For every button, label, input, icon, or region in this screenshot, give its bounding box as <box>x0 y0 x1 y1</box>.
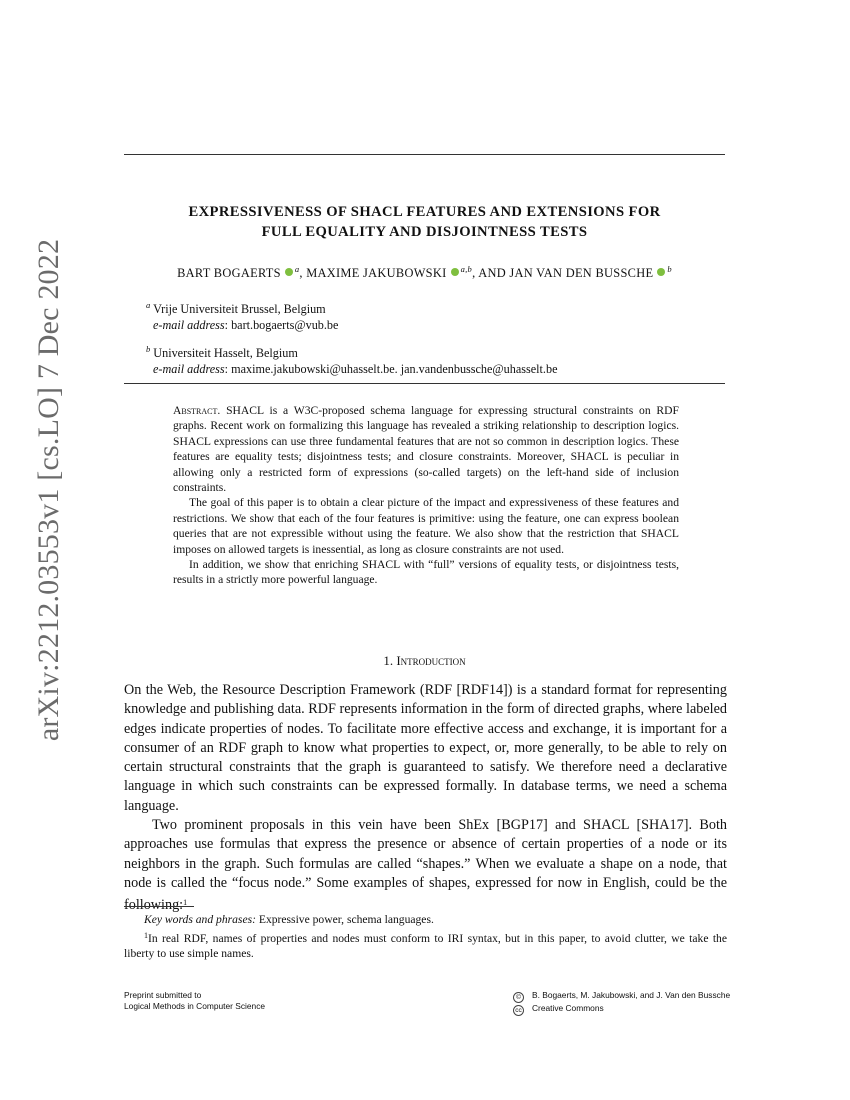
footnote-rule <box>124 906 194 907</box>
keywords-label: Key words and phrases: <box>144 913 256 926</box>
footer-copyright <box>513 990 730 1016</box>
abstract-paragraph: The goal of this paper is to obtain a clear picture of the impact and expressiveness of these features and restrictions. We show that each of the four features is primitive: using the feature, one can express boolean queries that are not expressible without using the feature. We also show that the restriction that SHACL imposes on allowed targets is inessential, as long as closure constraints are not used. <box>173 496 679 556</box>
body-text <box>124 681 727 916</box>
orcid-icon[interactable] <box>451 268 459 276</box>
body-paragraph: On the Web, the Resource Description Framework (RDF [RDF14]) is a standard format for representing knowledge and publishing data. RDF represents information in the form of directed graphs, where labeled edges indicate properties of nodes. To facilitate more effective access and exchange, it is important for a consumer of an RDF graph to know what properties to expect, or, more generally, to be able to rely on certain structural constraints that the graph is guaranteed to satisfy. We therefore need a declarative language in which such constraints can be expressed formally. In database terms, we need a schema language. <box>124 682 727 814</box>
email-address[interactable]: : maxime.jakubowski@uhasselt.be. jan.vandenbussche@uhasselt.be <box>224 362 558 376</box>
footer-preprint: Preprint submitted to <box>124 990 202 1000</box>
footnotes <box>124 912 727 962</box>
title-line-1: EXPRESSIVENESS OF SHACL FEATURES AND EXTENSIONS FOR <box>188 204 661 220</box>
top-rule <box>124 154 725 155</box>
abstract-heading: Abstract. <box>173 404 221 417</box>
abstract-paragraph: SHACL is a W3C-proposed schema language for expressing structural constraints on RDF graphs. Recent work on formalizing this language has revealed a striking relationship to description logics. SHACL expressions can use three fundamental features that are not so common in description logics. These features are equality tests; disjointness tests; and closure constraints. Moreover, SHACL is peculiar in allowing only a restricted form of expressions (so-called targets) on the left-hand side of inclusion constraints. <box>173 404 679 495</box>
section-title: Introduction <box>396 653 466 668</box>
author-separator: , <box>299 266 307 280</box>
affil-institution: Vrije Universiteit Brussel, Belgium <box>153 302 326 316</box>
orcid-icon[interactable] <box>657 268 665 276</box>
paper-title <box>124 202 725 242</box>
author-affil-sup: a <box>294 264 300 274</box>
affil-sup: a <box>146 300 151 310</box>
section-number: 1. <box>383 653 394 668</box>
abstract <box>173 403 679 588</box>
footer-journal-name: Logical Methods in Computer Science <box>124 1000 266 1011</box>
author-list <box>124 264 725 281</box>
author-affil-sup: a,b <box>460 264 473 274</box>
affiliation-b <box>146 341 557 377</box>
footnote-number: 1 <box>144 930 148 940</box>
author-name: BART BOGAERTS <box>177 266 281 280</box>
keywords-text: Expressive power, schema languages. <box>255 913 434 926</box>
title-line-2: FULL EQUALITY AND DISJOINTNESS TESTS <box>261 224 588 240</box>
author-name: MAXIME JAKUBOWSKI <box>306 266 447 280</box>
abstract-paragraph: In addition, we show that enriching SHACL with “full” versions of equality tests, or disjointness tests, results in a strictly more powerful language. <box>173 558 679 587</box>
email-address[interactable]: : bart.bogaerts@vub.be <box>224 318 339 332</box>
orcid-icon[interactable] <box>285 268 293 276</box>
body-paragraph: Two prominent proposals in this vein have been ShEx [BGP17] and SHACL [SHA17]. Both approaches use formulas that express the presence or absence of certain properties of a node or its neighbors in the graph. Such formulas are called “shapes.” When we evaluate a shape on a node, that node is called the “focus node.” Some examples of shapes, expressed for now in English, could be the following: <box>124 817 727 914</box>
affiliation-rule <box>124 383 725 384</box>
footer-journal <box>124 990 265 1011</box>
copyright-icon: © <box>513 992 524 1003</box>
affil-sup: b <box>146 344 151 354</box>
affiliation-a <box>146 297 338 333</box>
copyright-holders: B. Bogaerts, M. Jakubowski, and J. Van den Bussche <box>532 990 731 1000</box>
footnote-mark[interactable]: 1 <box>183 898 188 908</box>
license-name: Creative Commons <box>532 1003 604 1013</box>
arxiv-stamp-text: arXiv:2212.03553v1 [cs.LO] 7 Dec 2022 <box>32 238 65 742</box>
author-affil-sup: b <box>667 264 672 274</box>
creative-commons-icon: cc <box>513 1005 524 1016</box>
section-heading <box>124 653 725 669</box>
email-label: e-mail address <box>153 362 225 376</box>
affil-institution: Universiteit Hasselt, Belgium <box>153 346 298 360</box>
author-name: JAN VAN DEN BUSSCHE <box>509 266 654 280</box>
author-separator: , AND <box>472 266 510 280</box>
footnote-text: In real RDF, names of properties and nodes must conform to IRI syntax, but in this paper, to avoid clutter, we take the liberty to use simple names. <box>124 931 727 960</box>
email-label: e-mail address <box>153 318 225 332</box>
